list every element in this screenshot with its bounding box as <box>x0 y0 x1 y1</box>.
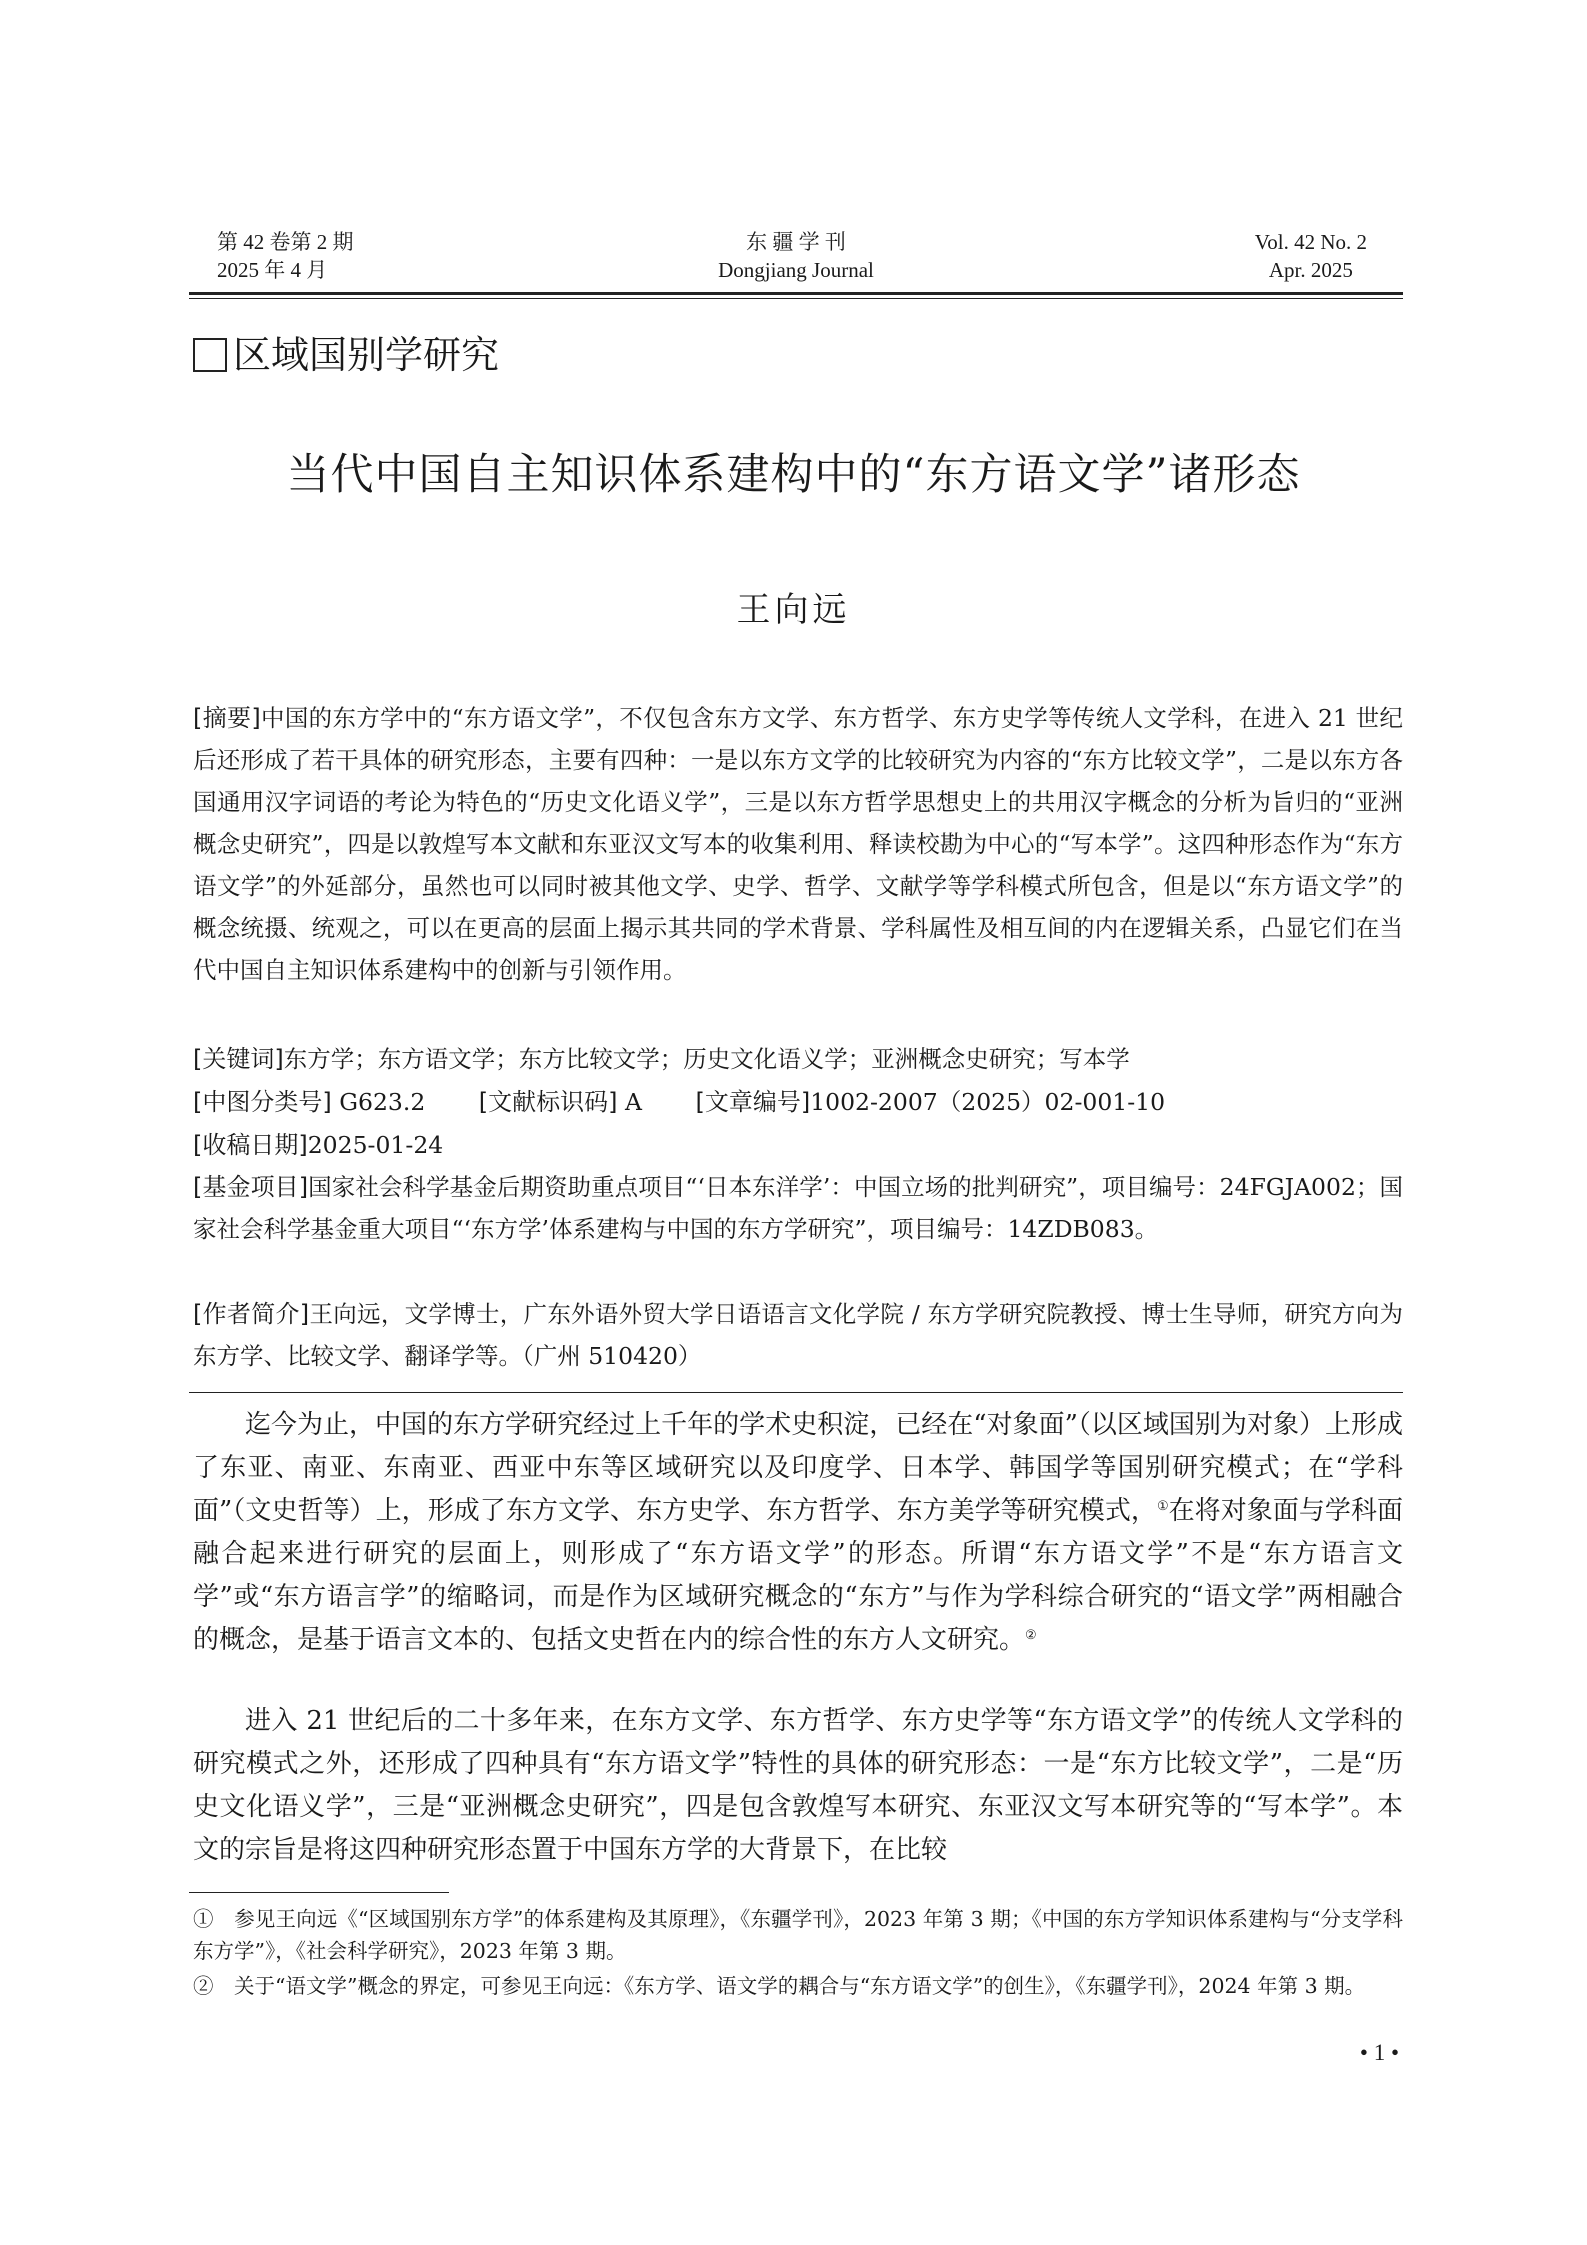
article-number-label: [文章编号] <box>695 1088 811 1116</box>
keywords-text: 东方学；东方语文学；东方比较文学；历史文化语义学；亚洲概念史研究；写本学 <box>283 1045 1130 1073</box>
body-paragraph-2 <box>193 1700 1403 1872</box>
bio-label: [作者简介] <box>193 1300 310 1328</box>
paragraph-2-text: 进入 21 世纪后的二十多年来，在东方文学、东方哲学、东方史学等“东方语文学”的传统人文学科的研究模式之外，还形成了四种具有“东方语文学”特性的具体的研究形态：一是“东方比较文学”，二是“历史文化语义学”，三是“亚洲概念史研究”，四是包含敦煌写本研究、东亚汉文写本研究等的“写本学”。本文的宗旨是将这四种研究形态置于中国东方学的大背景下，在比较 <box>193 1706 1403 1865</box>
header-rule-thin <box>189 298 1403 299</box>
section-label: 区域国别学研究 <box>233 333 500 377</box>
abstract-divider <box>189 1392 1403 1393</box>
footnote-ref-1[interactable]: ① <box>1156 1499 1169 1514</box>
doc-code-value: A <box>624 1088 642 1116</box>
journal-name-en: Dongjiang Journal <box>718 258 874 282</box>
bio-text: 王向远，文学博士，广东外语外贸大学日语语言文化学院 / 东方学研究院教授、博士生导师，研究方向为东方学、比较文学、翻译学等。（广州 510420） <box>193 1300 1404 1370</box>
article-number-value: 1002-2007（2025）02-001-10 <box>810 1088 1166 1116</box>
journal-name-cn: 东 疆 学 刊 <box>746 230 846 254</box>
clc-value: G623.2 <box>339 1088 426 1116</box>
author-bio <box>193 1293 1403 1377</box>
keywords <box>193 1038 1403 1080</box>
fund-text: 国家社会科学基金后期资助重点项目“‘日本东洋学’：中国立场的批判研究”，项目编号：24FGJA002；国家社会科学基金重大项目“‘东方学’体系建构与中国的东方学研究”，项目编号：14ZDB083。 <box>193 1173 1403 1243</box>
volume-cn: 第 42 卷第 2 期 <box>217 230 354 254</box>
footnote-1: ① 参见王向远《“区域国别东方学”的体系建构及其原理》，《东疆学刊》，2023 年第 3 期；《中国的东方学知识体系建构与“分支学科东方学”》，《社会科学研究》，2023 年第 3 期。 <box>193 1907 1403 1963</box>
fund-label: [基金项目] <box>193 1173 309 1201</box>
header-right <box>1255 228 1367 284</box>
paragraph-1-part-b: 在将对象面与学科面融合起来进行研究的层面上，则形成了“东方语文学”的形态。所谓“东方语文学”不是“东方语言文学”或“东方语言学”的缩略词，而是作为区域研究概念的“东方”与作为学科综合研究的“语文学”两相融合的概念，是基于语言文本的、包括文史哲在内的综合性的东方人文研究。 <box>193 1496 1403 1655</box>
section-heading <box>193 330 499 380</box>
footnote-ref-2[interactable]: ② <box>1025 1628 1037 1643</box>
classification-line <box>193 1081 1403 1123</box>
header-rule-thick <box>189 292 1403 295</box>
page-number: • 1 • <box>1359 2040 1399 2065</box>
paragraph-1-part-a: 迄今为止，中国的东方学研究经过上千年的学术史积淀，已经在“对象面”（以区域国别为对象）上形成了东亚、南亚、东南亚、西亚中东等区域研究以及印度学、日本学、韩国学等国别研究模式；在“学科面”（文史哲等）上，形成了东方文学、东方史学、东方哲学、东方美学等研究模式， <box>193 1410 1403 1526</box>
square-icon <box>193 338 227 372</box>
footnote-rule <box>189 1892 449 1893</box>
article-author: 王向远 <box>736 590 851 630</box>
fund-project <box>193 1166 1403 1250</box>
clc-label: [中图分类号] <box>193 1088 332 1116</box>
received-value: 2025-01-24 <box>307 1131 444 1159</box>
received-date <box>193 1124 1403 1166</box>
header-center <box>189 228 1403 284</box>
abstract-text: 中国的东方学中的“东方语文学”，不仅包含东方文学、东方哲学、东方史学等传统人文学科，在进入 21 世纪后还形成了若干具体的研究形态，主要有四种：一是以东方文学的比较研究为内容的“东方比较文学”，二是以东方各国通用汉字词语的考论为特色的“历史文化语义学”，三是以东方哲学思想史上的共用汉字概念的分析为旨归的“亚洲概念史研究”，四是以敦煌写本文献和东亚汉文写本的收集利用、释读校勘为中心的“写本学”。这四种形态作为“东方语文学”的外延部分，虽然也可以同时被其他文学、史学、哲学、文献学等学科模式所包含，但是以“东方语文学”的概念统摄、统观之，可以在更高的层面上揭示其共同的学术背景、学科属性及相互间的内在逻辑关系，凸显它们在当代中国自主知识体系建构中的创新与引领作用。 <box>193 704 1403 984</box>
doc-code-label: [文献标识码] <box>478 1088 618 1116</box>
footnote-2: ② 关于“语文学”概念的界定，可参见王向远：《东方学、语文学的耦合与“东方语文学”的创生》，《东疆学刊》，2024 年第 3 期。 <box>193 1974 1366 1998</box>
volume-en: Vol. 42 No. 2 <box>1254 230 1367 254</box>
received-label: [收稿日期] <box>193 1131 308 1159</box>
date-cn: 2025 年 4 月 <box>217 258 328 282</box>
running-header <box>189 228 1403 294</box>
abstract <box>193 697 1403 991</box>
date-en: Apr. 2025 <box>1268 258 1353 282</box>
body-paragraph-1 <box>193 1404 1403 1662</box>
article-title: 当代中国自主知识体系建构中的“东方语文学”诸形态 <box>286 450 1301 500</box>
abstract-label: [摘要] <box>193 704 261 732</box>
keywords-label: [关键词] <box>193 1045 284 1073</box>
